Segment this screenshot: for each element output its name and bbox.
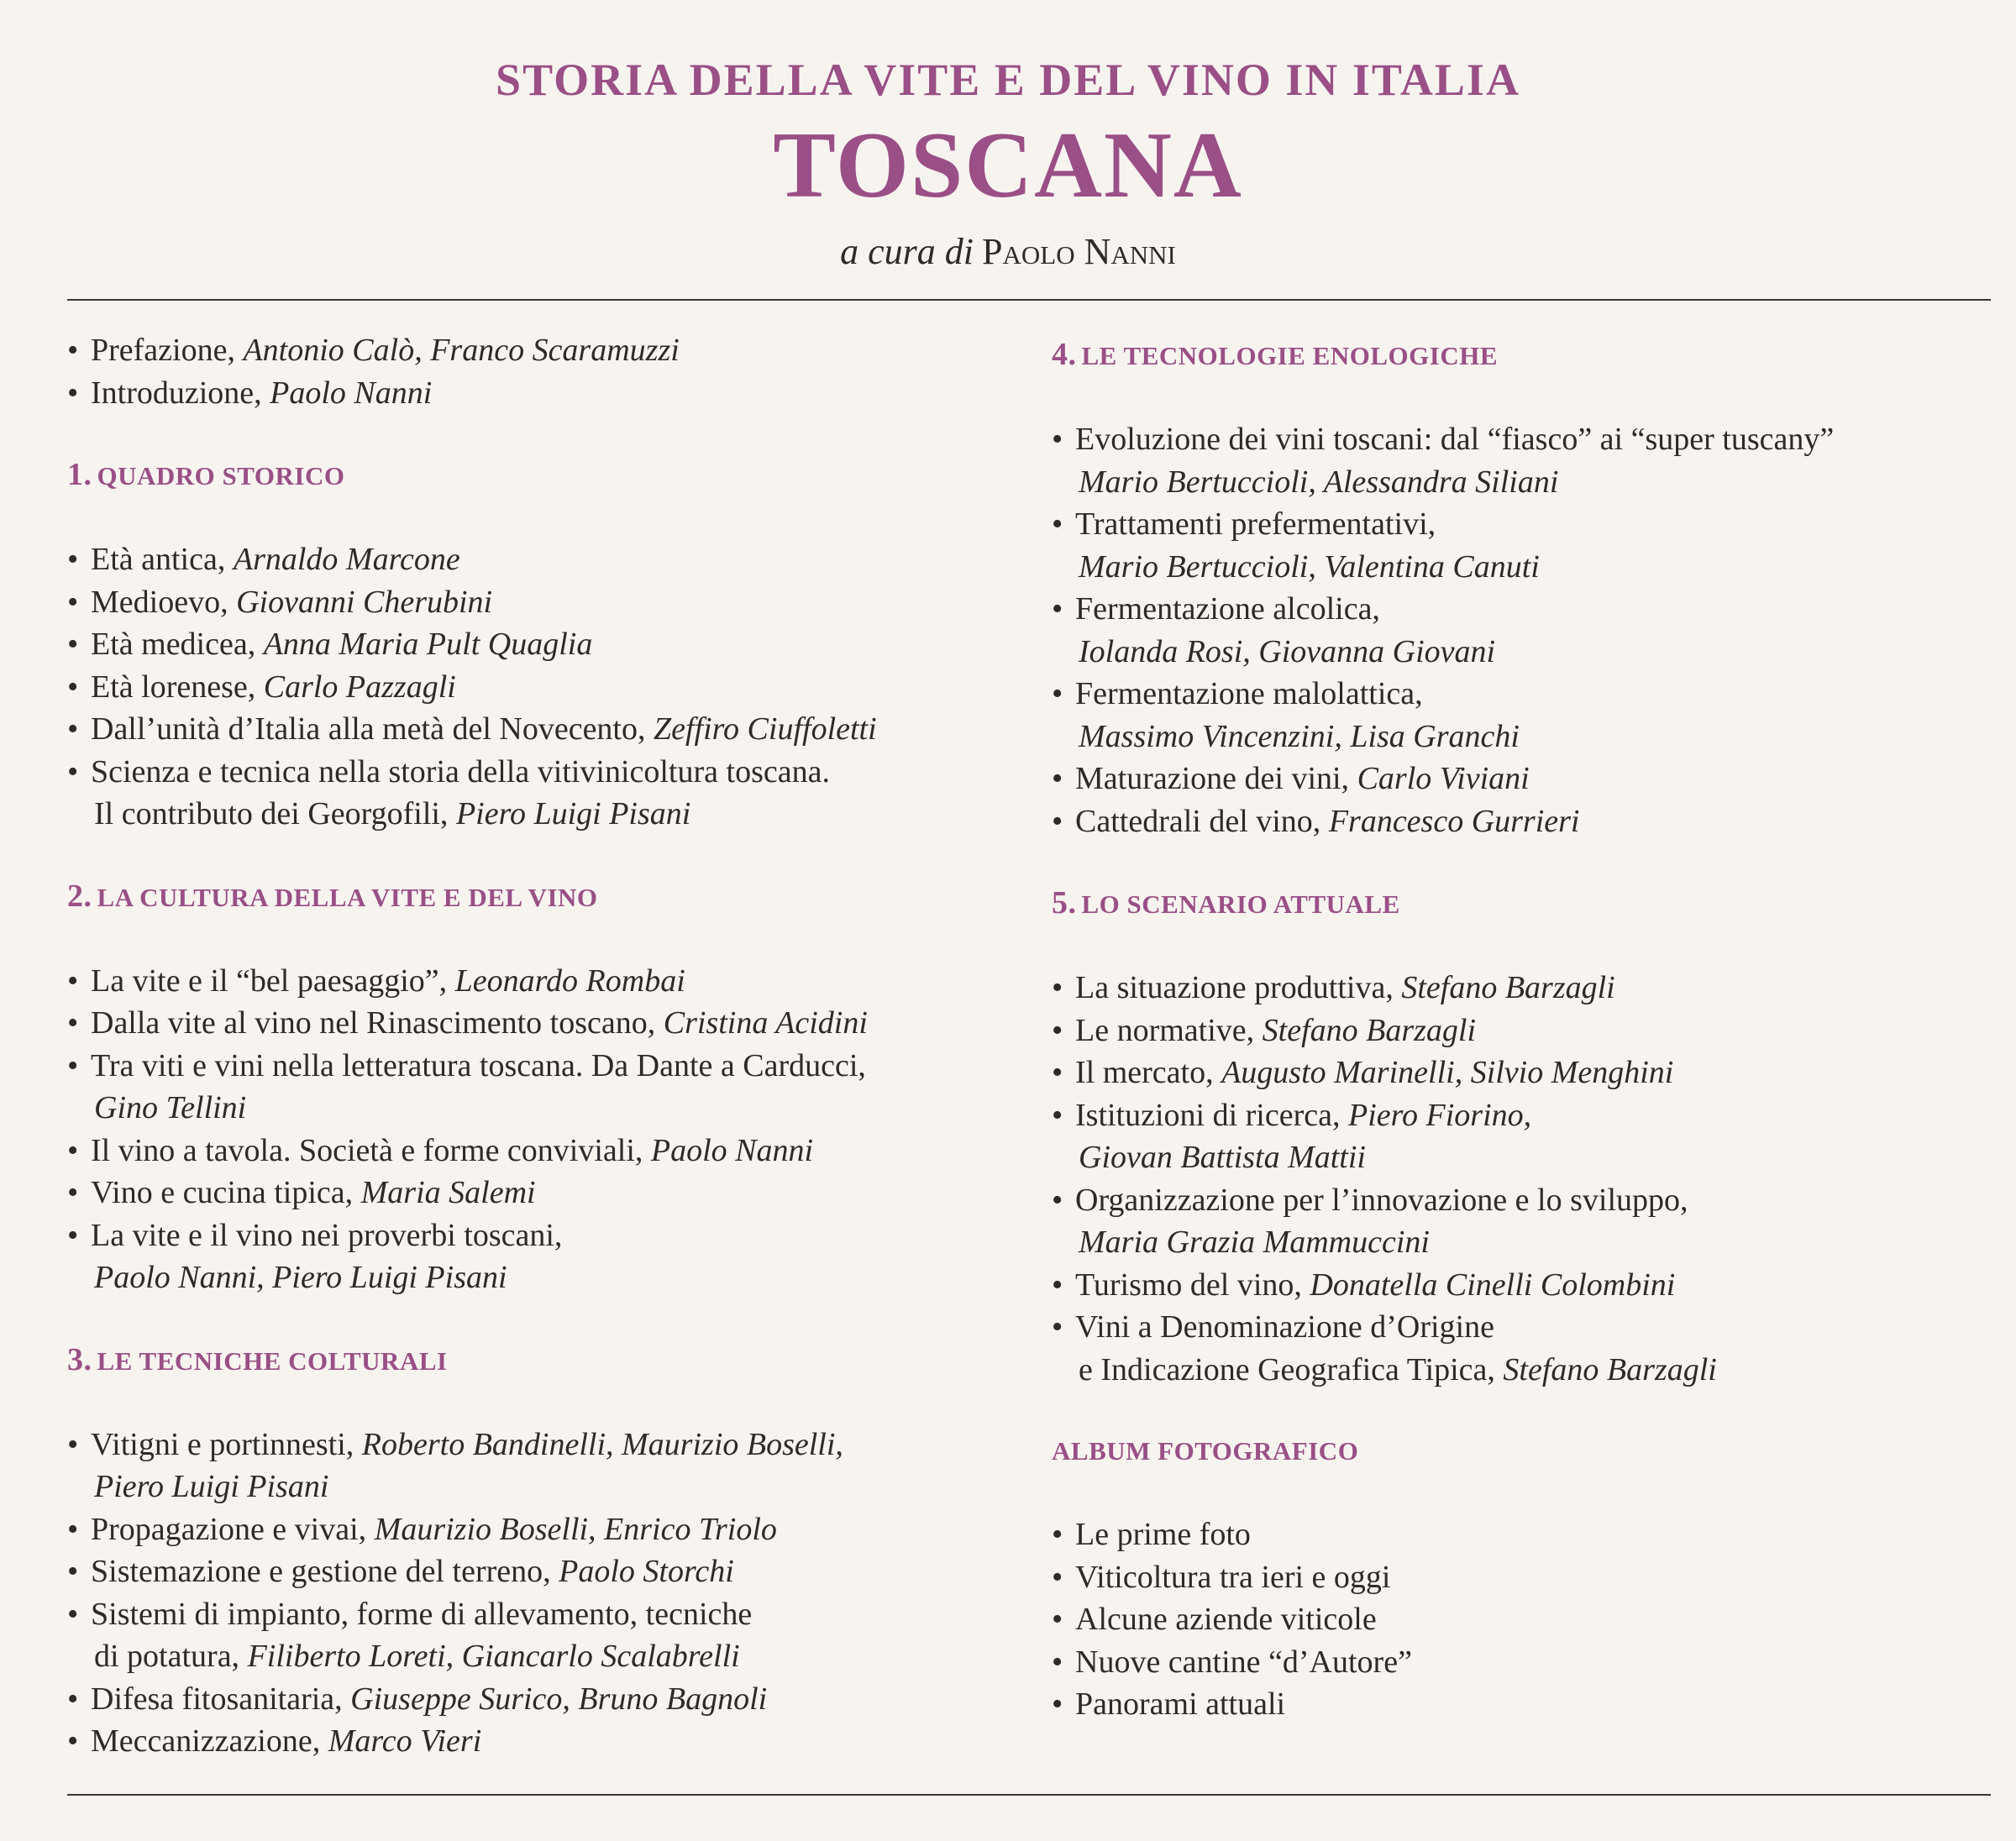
- page-header: [0, 50, 2016, 275]
- bullet-icon: •: [67, 1426, 79, 1462]
- toc-entry: [1052, 1683, 2001, 1726]
- toc-entry: [67, 1593, 1033, 1678]
- entry-continuation: [1075, 1136, 2001, 1179]
- toc-entry: [67, 960, 1033, 1003]
- bullet-icon: •: [1052, 1055, 1063, 1090]
- bullet-icon: •: [1052, 1559, 1063, 1595]
- toc-entry: [67, 751, 1033, 836]
- bullet-icon: •: [67, 669, 79, 705]
- bullet-icon: •: [67, 1005, 79, 1041]
- entry-author: Stefano Barzagli: [1401, 970, 1615, 1005]
- entry-author: Anna Maria Pult Quaglia: [263, 627, 593, 662]
- toc-entry: [67, 708, 1033, 751]
- entry-author: Filiberto Loreti, Giancarlo Scalabrelli: [247, 1639, 740, 1674]
- entry-title: Maturazione dei vini,: [1075, 761, 1357, 796]
- toc-entry: [1052, 1556, 2001, 1599]
- entry-title: Viticoltura tra ieri e oggi: [1075, 1559, 1391, 1595]
- bottom-rule: [67, 1794, 1991, 1796]
- entry-continuation: [1075, 461, 2001, 504]
- entry-title: La vite e il vino nei proverbi toscani,: [91, 1217, 563, 1253]
- bullet-icon: •: [67, 1681, 79, 1717]
- entry-author: Giovan Battista Mattii: [1079, 1140, 1366, 1175]
- entry-author: Paolo Nanni, Piero Luigi Pisani: [94, 1260, 507, 1295]
- toc-entry: [1052, 1094, 2001, 1179]
- spacer: [1052, 923, 2001, 967]
- entry-title: Sistemi di impianto, forme di allevamento, tecniche: [91, 1596, 753, 1632]
- section-heading: [1052, 884, 2001, 923]
- bullet-icon: •: [67, 1217, 79, 1253]
- entry-title: Fermentazione alcolica,: [1075, 591, 1380, 627]
- bullet-icon: •: [1052, 1097, 1063, 1133]
- spacer: [67, 916, 1033, 960]
- bullet-icon: •: [1052, 761, 1063, 796]
- right-column: [1052, 336, 2001, 1726]
- entry-author: Mario Bertuccioli, Alessandra Siliani: [1079, 464, 1559, 500]
- top-rule: [67, 299, 1991, 301]
- entry-title: La situazione produttiva,: [1075, 970, 1402, 1005]
- entry-title: Organizzazione per l’innovazione e lo sviluppo,: [1075, 1182, 1688, 1218]
- bullet-icon: •: [67, 627, 79, 662]
- toc-entry: [67, 1172, 1033, 1214]
- bullet-icon: •: [67, 584, 79, 620]
- entry-author: Francesco Gurrieri: [1328, 803, 1580, 839]
- section-heading: [67, 878, 1033, 916]
- bullet-icon: •: [67, 1511, 79, 1547]
- entry-title: Il mercato,: [1075, 1055, 1222, 1090]
- bullet-icon: •: [67, 753, 79, 789]
- bullet-icon: •: [1052, 1012, 1063, 1048]
- section-title: ALBUM FOTOGRAFICO: [1052, 1436, 1359, 1466]
- entry-title: Età medicea,: [91, 627, 264, 662]
- entry-author: Carlo Pazzagli: [263, 669, 456, 705]
- spacer: [1052, 1470, 2001, 1513]
- entry-continuation: [1075, 1221, 2001, 1264]
- entry-title: Dall’unità d’Italia alla metà del Novecento,: [91, 711, 654, 747]
- entry-author: Mario Bertuccioli, Valentina Canuti: [1079, 548, 1540, 585]
- bullet-icon: •: [67, 1175, 79, 1210]
- entry-author: Antonio Calò, Franco Scaramuzzi: [243, 333, 680, 368]
- entry-title: Le prime foto: [1075, 1517, 1251, 1552]
- bullet-icon: •: [1052, 1267, 1063, 1303]
- entry-continuation: [91, 1256, 1033, 1299]
- entry-continuation: [1075, 716, 2001, 758]
- entry-author: Augusto Marinelli, Silvio Menghini: [1221, 1055, 1674, 1090]
- bullet-icon: •: [67, 1596, 79, 1632]
- bullet-icon: •: [67, 375, 79, 411]
- entry-continuation: [91, 1466, 1033, 1508]
- toc-entry: [1052, 503, 2001, 588]
- entry-author: Piero Fiorino,: [1348, 1097, 1532, 1133]
- entry-author: Arnaldo Marcone: [233, 542, 460, 577]
- toc-entry: [67, 1002, 1033, 1045]
- toc-entry: [1052, 1264, 2001, 1307]
- toc-entry: [67, 1424, 1033, 1508]
- entry-continuation: [91, 1087, 1033, 1130]
- entry-title: Le normative,: [1075, 1012, 1263, 1048]
- entry-continuation: [1075, 1349, 2001, 1392]
- bullet-icon: •: [1052, 1517, 1063, 1552]
- entry-continuation: [1075, 546, 2001, 589]
- entry-title: Cattedrali del vino,: [1075, 803, 1329, 839]
- entry-author: Piero Luigi Pisani: [455, 796, 691, 831]
- toc-entry: [1052, 1513, 2001, 1556]
- section-number: 1.: [67, 457, 92, 492]
- toc-entry: [1052, 1010, 2001, 1052]
- section-title: LO SCENARIO ATTUALE: [1081, 889, 1400, 919]
- entry-continuation: [91, 793, 1033, 836]
- entry-title: Meccanizzazione,: [91, 1723, 328, 1759]
- entry-title: Alcune aziende viticole: [1075, 1602, 1377, 1637]
- bullet-icon: •: [67, 1723, 79, 1759]
- spacer: [1052, 375, 2001, 418]
- toc-entry: [1052, 967, 2001, 1010]
- bullet-icon: •: [67, 542, 79, 577]
- entry-title: Panorami attuali: [1075, 1686, 1286, 1722]
- bullet-icon: •: [67, 1554, 79, 1589]
- entry-author: Cristina Acidini: [663, 1005, 868, 1041]
- series-title: STORIA DELLA VITE E DEL VINO IN ITALIA: [496, 55, 1520, 105]
- section-heading: [67, 1341, 1033, 1380]
- section-number: 4.: [1052, 337, 1077, 372]
- entry-title: Dalla vite al vino nel Rinascimento toscano,: [91, 1005, 664, 1041]
- bullet-icon: •: [67, 1047, 79, 1083]
- toc-entry: [67, 1550, 1033, 1593]
- bullet-icon: •: [1052, 422, 1063, 457]
- book-title: TOSCANA: [773, 113, 1243, 218]
- entry-title: Medioevo,: [91, 584, 237, 620]
- entry-title: Prefazione,: [91, 333, 244, 368]
- entry-title: Sistemazione e gestione del terreno,: [91, 1554, 559, 1589]
- toc-entry: [67, 538, 1033, 581]
- bullet-icon: •: [1052, 591, 1063, 627]
- toc-entry: [67, 372, 1033, 415]
- left-column: [67, 329, 1033, 1763]
- entry-title: Età lorenese,: [91, 669, 264, 705]
- toc-entry: [67, 623, 1033, 666]
- spacer: [67, 836, 1033, 878]
- entry-title: Età antica,: [91, 542, 234, 577]
- section-heading: [1052, 1433, 2001, 1470]
- entry-title: La vite e il “bel paesaggio”,: [91, 962, 455, 999]
- entry-continuation: [1075, 631, 2001, 674]
- entry-title: Il vino a tavola. Società e forme conviviali,: [91, 1132, 651, 1168]
- toc-entry: [67, 1720, 1033, 1763]
- entry-title: Fermentazione malolattica,: [1075, 676, 1423, 711]
- curator-prefix: a cura di: [840, 231, 974, 272]
- entry-author: Piero Luigi Pisani: [94, 1469, 329, 1504]
- bullet-icon: •: [1052, 1309, 1063, 1345]
- entry-author: Stefano Barzagli: [1262, 1012, 1477, 1048]
- bullet-icon: •: [1052, 803, 1063, 839]
- entry-author: Paolo Nanni: [650, 1132, 814, 1168]
- entry-author: Stefano Barzagli: [1503, 1351, 1717, 1387]
- bullet-icon: •: [1052, 1644, 1063, 1680]
- entry-title: Evoluzione dei vini toscani: dal “fiasco” ai “super tuscany”: [1075, 422, 1835, 457]
- entry-author: Leonardo Rombai: [454, 962, 685, 999]
- toc-entry: [67, 666, 1033, 709]
- section-number: 5.: [1052, 885, 1077, 920]
- curator-name: Paolo Nanni: [982, 231, 1176, 272]
- section-number: 3.: [67, 1341, 92, 1377]
- bullet-icon: •: [67, 711, 79, 747]
- entry-title-cont: Il contributo dei Georgofili,: [94, 796, 456, 831]
- spacer: [67, 1380, 1033, 1424]
- entry-title: Vini a Denominazione d’Origine: [1075, 1309, 1494, 1345]
- entry-author: Zeffiro Ciuffoletti: [654, 711, 877, 747]
- section-number: 2.: [67, 878, 92, 914]
- section-title: LE TECNOLOGIE ENOLOGICHE: [1081, 341, 1498, 370]
- section-title: LE TECNICHE COLTURALI: [97, 1345, 448, 1376]
- spacer: [67, 414, 1033, 456]
- entry-title: Turismo del vino,: [1075, 1267, 1310, 1303]
- toc-entry: [1052, 758, 2001, 800]
- entry-author: Giovanni Cherubini: [236, 584, 493, 620]
- toc-entry: [1052, 1052, 2001, 1094]
- toc-entry: [67, 1130, 1033, 1172]
- entry-title: Introduzione,: [91, 375, 270, 411]
- entry-title: Vino e cucina tipica,: [91, 1175, 361, 1210]
- entry-title: Istituzioni di ricerca,: [1075, 1097, 1348, 1133]
- entry-title: Difesa fitosanitaria,: [91, 1681, 351, 1717]
- entry-title-cont: e Indicazione Geografica Tipica,: [1079, 1351, 1504, 1387]
- bullet-icon: •: [1052, 676, 1063, 711]
- toc-entry: [1052, 588, 2001, 673]
- entry-title-cont: di potatura,: [94, 1639, 248, 1674]
- toc-entry: [1052, 418, 2001, 503]
- toc-entry: [1052, 673, 2001, 758]
- section-heading: [67, 456, 1033, 495]
- toc-entry: [67, 1045, 1033, 1130]
- toc-entry: [67, 1508, 1033, 1551]
- entry-author: Maria Grazia Mammuccini: [1079, 1225, 1430, 1260]
- entry-author: Massimo Vincenzini, Lisa Granchi: [1079, 718, 1520, 754]
- toc-entry: [67, 329, 1033, 372]
- toc-entry: [67, 1678, 1033, 1721]
- toc-entry: [1052, 1641, 2001, 1684]
- section-title: LA CULTURA DELLA VITE E DEL VINO: [97, 882, 598, 912]
- section-heading: [1052, 336, 2001, 375]
- bullet-icon: •: [67, 962, 79, 999]
- toc-entry: [67, 581, 1033, 624]
- spacer: [67, 495, 1033, 538]
- spacer: [1052, 842, 2001, 884]
- entry-title: Propagazione e vivai,: [91, 1511, 375, 1547]
- section-title: QUADRO STORICO: [97, 461, 345, 490]
- entry-author: Iolanda Rosi, Giovanna Giovani: [1079, 633, 1496, 669]
- entry-author: Giuseppe Surico, Bruno Bagnoli: [350, 1681, 768, 1717]
- toc-entry: [1052, 1179, 2001, 1264]
- bullet-icon: •: [67, 1132, 79, 1168]
- bullet-icon: •: [1052, 506, 1063, 542]
- entry-author: Paolo Storchi: [559, 1554, 734, 1589]
- entry-title: Vitigni e portinnesti,: [91, 1426, 362, 1462]
- curator-line: [0, 228, 2016, 275]
- toc-entry: [1052, 1598, 2001, 1641]
- entry-author: Maria Salemi: [360, 1175, 536, 1210]
- spacer: [67, 1299, 1033, 1341]
- bullet-icon: •: [67, 333, 79, 368]
- bullet-icon: •: [1052, 970, 1063, 1005]
- entry-author: Donatella Cinelli Colombini: [1310, 1267, 1676, 1303]
- bullet-icon: •: [1052, 1182, 1063, 1218]
- toc-entry: [1052, 1306, 2001, 1391]
- bullet-icon: •: [1052, 1602, 1063, 1637]
- entry-title: Trattamenti prefermentativi,: [1075, 506, 1436, 542]
- entry-title: Tra viti e vini nella letteratura toscana. Da Dante a Carducci,: [91, 1047, 866, 1083]
- entry-title: Scienza e tecnica nella storia della vitivinicoltura toscana.: [91, 753, 830, 789]
- entry-author: Roberto Bandinelli, Maurizio Boselli,: [361, 1426, 843, 1462]
- entry-author: Carlo Viviani: [1357, 761, 1530, 796]
- toc-entry: [1052, 800, 2001, 843]
- spacer: [1052, 1391, 2001, 1433]
- entry-title: Nuove cantine “d’Autore”: [1075, 1644, 1412, 1680]
- entry-author: Marco Vieri: [328, 1723, 482, 1759]
- entry-continuation: [91, 1635, 1033, 1678]
- toc-entry: [67, 1214, 1033, 1299]
- entry-author: Maurizio Boselli, Enrico Triolo: [374, 1511, 777, 1547]
- entry-author: Paolo Nanni: [270, 375, 433, 411]
- entry-author: Gino Tellini: [94, 1090, 247, 1125]
- bullet-icon: •: [1052, 1686, 1063, 1722]
